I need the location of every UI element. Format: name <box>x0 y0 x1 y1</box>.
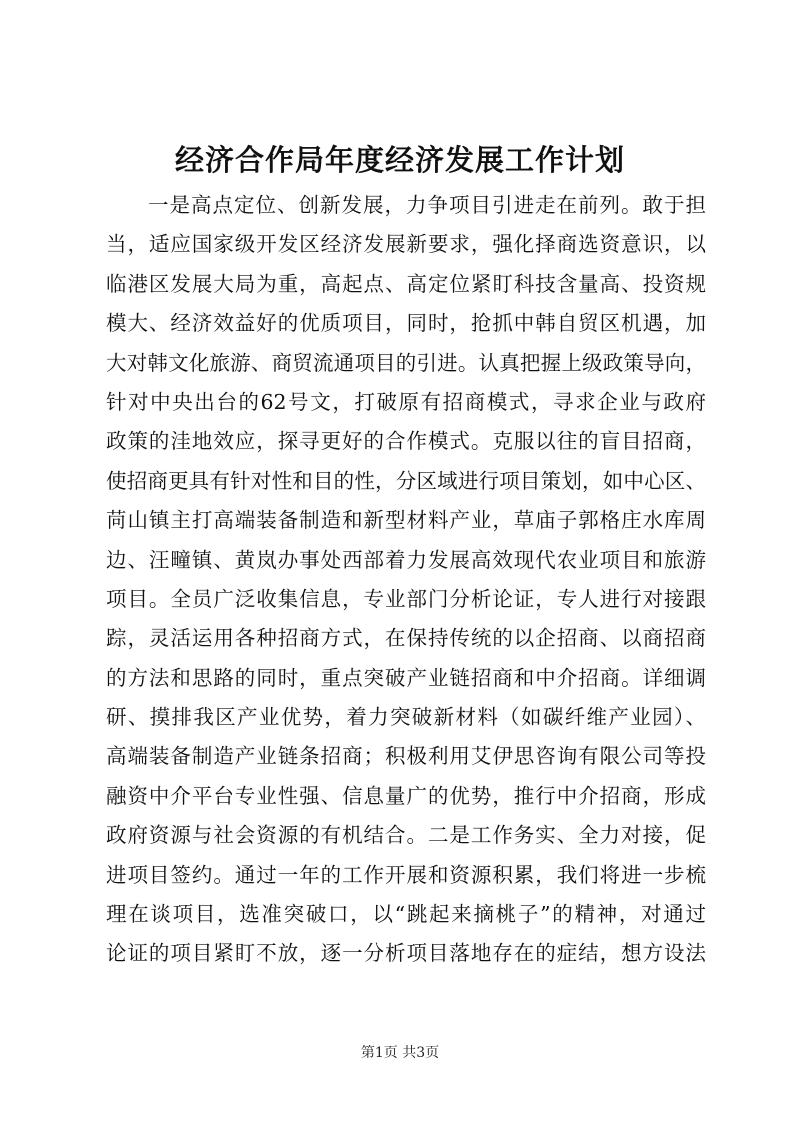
body-line: 融资中介平台专业性强、信息量广的优势，推行中介招商，形成 <box>106 783 706 808</box>
body-line: 针对中央出台的62号文，打破原有招商模式，寻求企业与政府 <box>106 389 706 414</box>
body-line: 一是高点定位、创新发展，力争项目引进走在前列。敢于担 <box>148 193 706 217</box>
body-line: 边、汪疃镇、黄岚办事处西部着力发展高效现代农业项目和旅游 <box>106 547 706 572</box>
page-footer: 第1页 共3页 <box>360 1045 440 1061</box>
body-line: 高端装备制造产业链条招商；积极利用艾伊思咨询有限公司等投 <box>106 744 706 769</box>
body-line: 研、摸排我区产业优势，着力突破新材料（如碳纤维产业园）、 <box>106 705 706 730</box>
body-line: 使招商更具有针对性和目的性，分区域进行项目策划，如中心区、 <box>106 468 706 493</box>
body-line: 进项目签约。通过一年的工作开展和资源积累，我们将进一步梳 <box>106 862 706 887</box>
body-line: 政策的洼地效应，探寻更好的合作模式。克服以往的盲目招商， <box>106 429 706 454</box>
body-line: 踪，灵活运用各种招商方式，在保持传统的以企招商、以商招商 <box>106 626 706 651</box>
body-line: 当，适应国家级开发区经济发展新要求，强化择商选资意识，以 <box>106 232 706 257</box>
body-line: 模大、经济效益好的优质项目，同时，抢抓中韩自贸区机遇，加 <box>106 311 706 336</box>
body-line: 临港区发展大局为重，高起点、高定位紧盯科技含量高、投资规 <box>106 271 706 296</box>
body-line: 的方法和思路的同时，重点突破产业链招商和中介招商。详细调 <box>106 665 706 690</box>
page-title: 经济合作局年度经济发展工作计划 <box>174 143 625 177</box>
body-line: 苘山镇主打高端装备制造和新型材料产业，草庙子郭格庄水库周 <box>106 508 706 533</box>
body-text <box>106 186 706 974</box>
body-line: 大对韩文化旅游、商贸流通项目的引进。认真把握上级政策导向， <box>106 350 706 375</box>
body-line: 理在谈项目，选准突破口，以“跳起来摘桃子”的精神，对通过 <box>106 902 706 927</box>
body-line: 政府资源与社会资源的有机结合。二是工作务实、全力对接，促 <box>106 823 706 848</box>
body-line: 项目。全员广泛收集信息，专业部门分析论证，专人进行对接跟 <box>106 586 706 611</box>
body-line: 论证的项目紧盯不放，逐一分析项目落地存在的症结，想方设法 <box>106 941 706 966</box>
